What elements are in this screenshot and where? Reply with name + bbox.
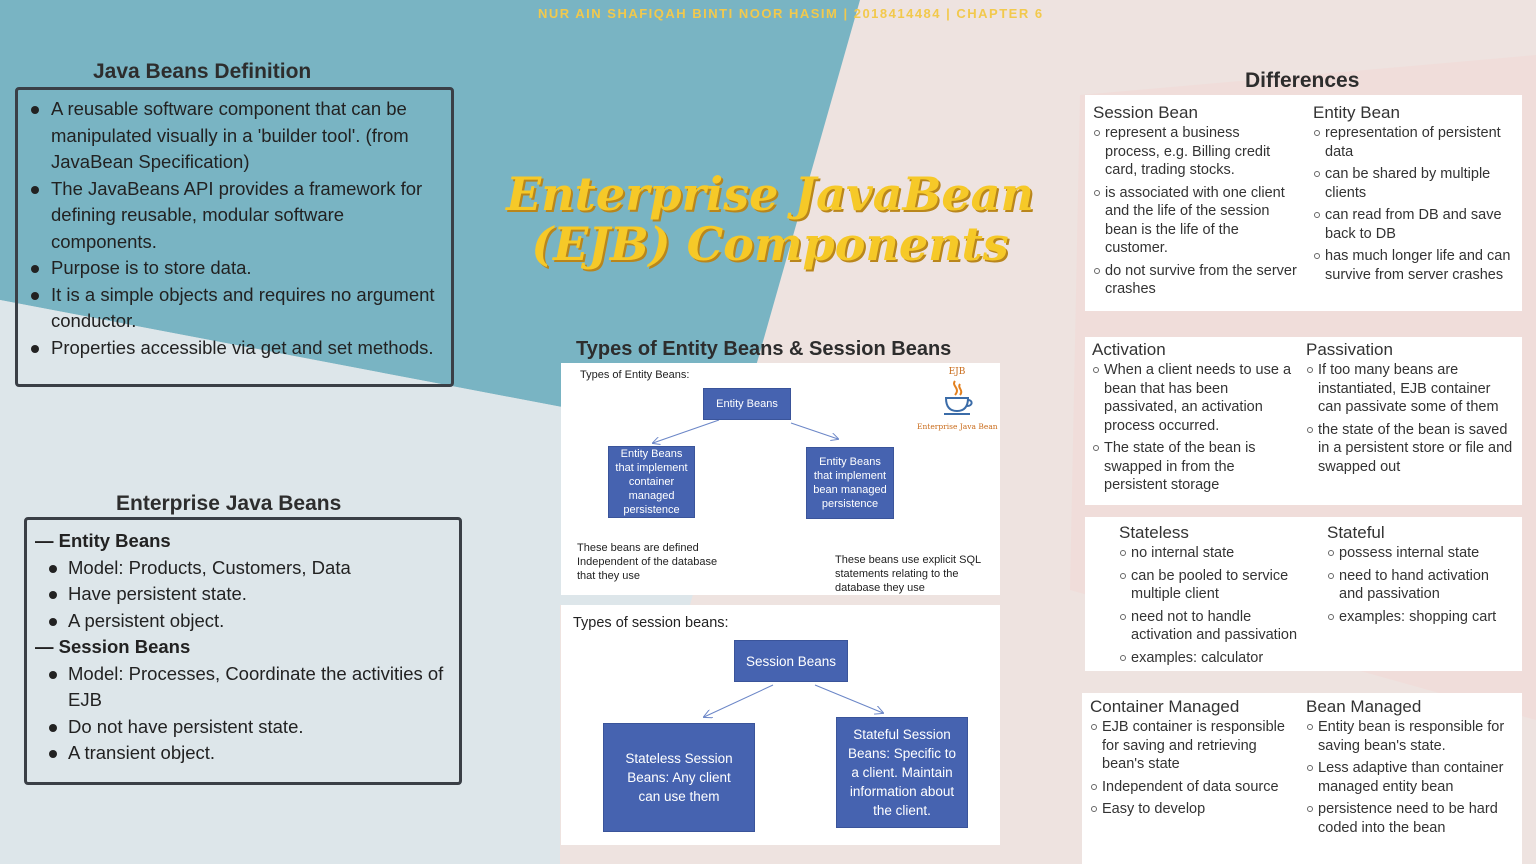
stateless-column xyxy=(1119,522,1314,671)
entity-bean-item: can be shared by multiple clients xyxy=(1313,165,1520,202)
java-cup-icon xyxy=(937,377,977,417)
stateful-list xyxy=(1327,544,1517,626)
main-title-line2: (EJB) Components xyxy=(531,217,1009,271)
differences-heading: Differences xyxy=(1245,69,1360,92)
session-beans-item: Do not have persistent state. xyxy=(27,714,455,741)
ejb-logo xyxy=(917,367,997,441)
entity-beans-item: Model: Products, Customers, Data xyxy=(27,555,455,582)
activation-heading: Activation xyxy=(1092,340,1166,359)
activation-item: When a client needs to use a bean that has been passivated, an activation process occurred. xyxy=(1092,361,1297,435)
session-bean-item: is associated with one client and the life of the session bean is the life of the customer. xyxy=(1093,184,1298,258)
container-managed-item: Easy to develop xyxy=(1090,800,1302,819)
stateless-heading: Stateless xyxy=(1119,523,1189,542)
stateless-item: need not to handle activation and passivation xyxy=(1119,608,1314,645)
session-bean-item: do not survive from the server crashes xyxy=(1093,262,1298,299)
definition-item: The JavaBeans API provides a framework for defining reusable, modular software components. xyxy=(18,176,441,256)
entity-bean-item: can read from DB and save back to DB xyxy=(1313,206,1520,243)
container-managed-item: Independent of data source xyxy=(1090,778,1302,797)
entity-diagram-caption: Types of Entity Beans: xyxy=(580,369,690,381)
entity-bean-list xyxy=(1313,124,1520,284)
definition-box xyxy=(15,87,454,387)
session-bean-item: represent a business process, e.g. Billing credit card, trading stocks. xyxy=(1093,124,1298,180)
stateless-vs-stateful-card xyxy=(1085,517,1522,671)
ejb-logo-bottom: Enterprise Java Bean xyxy=(917,422,998,431)
session-bean-heading: Session Bean xyxy=(1093,103,1198,122)
container-managed-list xyxy=(1090,718,1302,819)
session-beans-item: Model: Processes, Coordinate the activities of EJB xyxy=(27,661,455,714)
stateless-session-box: Stateless Session Beans: Any client can use them xyxy=(603,723,755,832)
session-beans-label: — Session Beans xyxy=(35,636,191,657)
session-beans-item: A transient object. xyxy=(27,740,455,767)
container-vs-bean-card xyxy=(1082,693,1522,864)
bean-managed-list xyxy=(1306,718,1512,837)
bean-managed-item: persistence need to be hard coded into the bean xyxy=(1306,800,1512,837)
entity-bean-item: representation of persistent data xyxy=(1313,124,1520,161)
definition-item: Purpose is to store data. xyxy=(18,255,441,282)
passivation-column xyxy=(1306,339,1516,480)
session-diagram-panel xyxy=(561,605,1000,845)
bean-managed-item: Entity bean is responsible for saving bean's state. xyxy=(1306,718,1512,755)
definition-item: Properties accessible via get and set methods. xyxy=(18,335,441,362)
main-title-line1: Enterprise JavaBean xyxy=(506,167,1034,221)
stateful-session-box: Stateful Session Beans: Specific to a client. Maintain information about the client. xyxy=(836,717,968,828)
definition-item: It is a simple objects and requires no argument conductor. xyxy=(18,282,441,335)
activation-column xyxy=(1092,339,1297,499)
container-managed-heading: Container Managed xyxy=(1090,697,1240,716)
types-heading: Types of Entity Beans & Session Beans xyxy=(576,338,952,360)
bmp-entity-note: These beans use explicit SQL statements relating to the database they use xyxy=(835,554,981,594)
bean-managed-column xyxy=(1306,696,1512,841)
definition-item: A reusable software component that can be manipulated visually in a 'builder tool'. (from JavaBean Specification) xyxy=(18,96,441,176)
container-managed-column xyxy=(1090,696,1302,823)
activation-item: The state of the bean is swapped in from the persistent storage xyxy=(1092,439,1297,495)
cmp-entity-box: Entity Beans that implement container managed persistence xyxy=(608,446,695,518)
bmp-entity-box: Entity Beans that implement bean managed persistence xyxy=(806,447,894,519)
stateful-item: possess internal state xyxy=(1327,544,1517,563)
entity-bean-heading: Entity Bean xyxy=(1313,103,1400,122)
cmp-entity-note: These beans are defined Independent of the database that they use xyxy=(577,542,718,582)
passivation-item: the state of the bean is saved in a persistent store or file and swapped out xyxy=(1306,421,1516,477)
session-beans-root-box: Session Beans xyxy=(734,640,848,682)
session-vs-entity-card xyxy=(1085,95,1522,311)
entity-beans-label: — Entity Beans xyxy=(35,530,171,551)
session-bean-column xyxy=(1093,102,1298,303)
ejb-list xyxy=(27,528,455,767)
entity-beans-item: A persistent object. xyxy=(27,608,455,635)
stateful-column xyxy=(1327,522,1517,630)
passivation-list xyxy=(1306,361,1516,476)
entity-diagram-panel xyxy=(561,363,1000,595)
stateless-item: no internal state xyxy=(1119,544,1314,563)
stateful-item: need to hand activation and passivation xyxy=(1327,567,1517,604)
stateless-item: examples: calculator xyxy=(1119,649,1314,668)
ejb-logo-top: EJB xyxy=(948,367,966,377)
passivation-item: If too many beans are instantiated, EJB container can passivate some of them xyxy=(1306,361,1516,417)
bean-managed-heading: Bean Managed xyxy=(1306,697,1422,716)
session-diagram-caption: Types of session beans: xyxy=(573,615,729,631)
stateful-heading: Stateful xyxy=(1327,523,1385,542)
author-line: NUR AIN SHAFIQAH BINTI NOOR HASIM | 2018414484 | CHAPTER 6 xyxy=(538,6,1044,21)
definition-heading: Java Beans Definition xyxy=(93,60,312,83)
passivation-heading: Passivation xyxy=(1306,340,1393,359)
ejb-box xyxy=(24,517,462,785)
activation-list xyxy=(1092,361,1297,495)
stateless-list xyxy=(1119,544,1314,667)
entity-bean-column xyxy=(1313,102,1520,288)
entity-beans-item: Have persistent state. xyxy=(27,581,455,608)
entity-beans-root-box: Entity Beans xyxy=(703,388,791,420)
ejb-heading: Enterprise Java Beans xyxy=(116,492,342,515)
stateless-item: can be pooled to service multiple client xyxy=(1119,567,1314,604)
entity-bean-item: has much longer life and can survive from server crashes xyxy=(1313,247,1520,284)
definition-list xyxy=(18,96,441,361)
activation-vs-passivation-card xyxy=(1085,337,1522,505)
container-managed-item: EJB container is responsible for saving and retrieving bean's state xyxy=(1090,718,1302,774)
stateful-item: examples: shopping cart xyxy=(1327,608,1517,627)
session-bean-list xyxy=(1093,124,1298,299)
bean-managed-item: Less adaptive than container managed entity bean xyxy=(1306,759,1512,796)
